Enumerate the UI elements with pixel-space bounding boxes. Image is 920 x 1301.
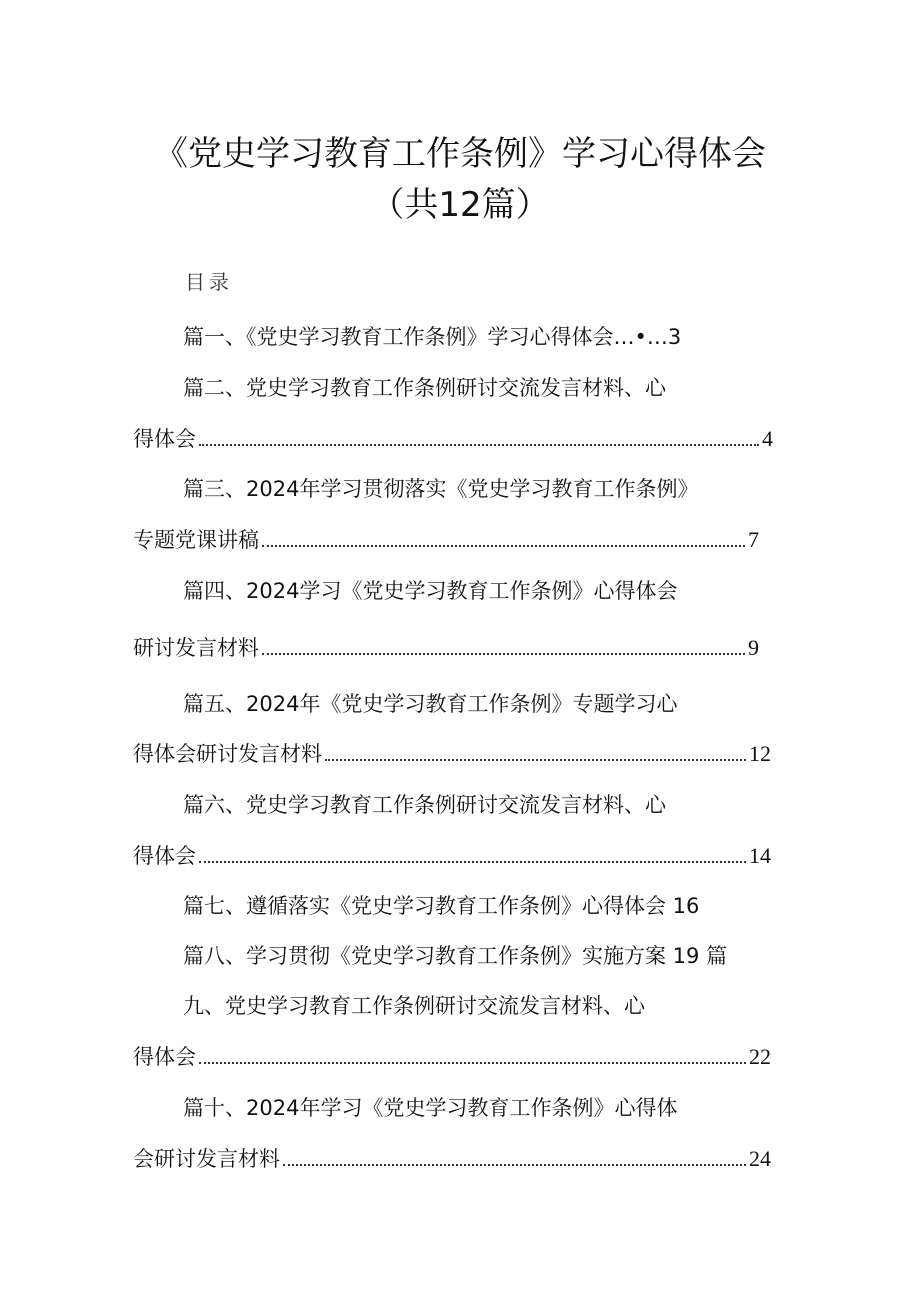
toc-page-number: 14 xyxy=(749,843,771,868)
toc-entry-9-line1: 九、党史学习教育工作条例研讨交流发言材料、心 xyxy=(183,994,645,1018)
dot-leader xyxy=(199,861,746,863)
toc-entry-text: 专题党课讲稿 xyxy=(133,528,259,552)
toc-page-number: 24 xyxy=(749,1146,771,1171)
dot-leader xyxy=(262,545,745,547)
toc-entry-8: 篇八、学习贯彻《党史学习教育工作条例》实施方案 19 篇 xyxy=(183,944,728,968)
toc-entry-text: 得体会研讨发言材料 xyxy=(133,742,322,766)
dot-leader xyxy=(199,444,759,446)
toc-entry-9-line2 xyxy=(133,1042,771,1072)
toc-entry-text: 得体会 xyxy=(133,427,196,451)
toc-entry-2-line1: 篇二、党史学习教育工作条例研讨交流发言材料、心 xyxy=(183,376,666,400)
toc-entry-3-line2 xyxy=(133,525,759,555)
toc-entry-5-line2 xyxy=(133,739,771,769)
toc-entry-6-line2 xyxy=(133,841,771,871)
toc-entry-1: 篇一、《党史学习教育工作条例》学习心得体会…•…3 xyxy=(183,325,682,349)
toc-page-number: 4 xyxy=(762,426,773,451)
toc-entry-text: 得体会 xyxy=(133,1045,196,1069)
toc-heading: 目录 xyxy=(185,270,233,294)
dot-leader xyxy=(262,653,745,655)
toc-entry-5-line1: 篇五、2024年《党史学习教育工作条例》专题学习心 xyxy=(183,692,678,716)
toc-page-number: 12 xyxy=(749,741,771,766)
toc-entry-10-line2 xyxy=(133,1144,771,1174)
toc-page-number: 22 xyxy=(749,1044,771,1069)
document-subtitle: （共12篇） xyxy=(370,185,550,225)
toc-entry-6-line1: 篇六、党史学习教育工作条例研讨交流发言材料、心 xyxy=(183,793,666,817)
toc-entry-4-line1: 篇四、2024学习《党史学习教育工作条例》心得体会 xyxy=(183,579,678,603)
toc-entry-3-line1: 篇三、2024年学习贯彻落实《党史学习教育工作条例》 xyxy=(183,477,699,501)
toc-entry-4-line2 xyxy=(133,633,759,663)
toc-entry-text: 会研讨发言材料 xyxy=(133,1147,280,1171)
toc-entry-text: 得体会 xyxy=(133,844,196,868)
dot-leader xyxy=(283,1164,746,1166)
toc-entry-10-line1: 篇十、2024年学习《党史学习教育工作条例》心得体 xyxy=(183,1096,678,1120)
toc-entry-text: 研讨发言材料 xyxy=(133,636,259,660)
toc-entry-2-line2 xyxy=(133,424,773,454)
dot-leader xyxy=(325,759,746,761)
dot-leader xyxy=(199,1062,746,1064)
toc-page-number: 9 xyxy=(748,635,759,660)
toc-page-number: 7 xyxy=(748,527,759,552)
document-title: 《党史学习教育工作条例》学习心得体会 xyxy=(154,134,766,174)
toc-entry-7: 篇七、遵循落实《党史学习教育工作条例》心得体会 16 xyxy=(183,894,700,918)
